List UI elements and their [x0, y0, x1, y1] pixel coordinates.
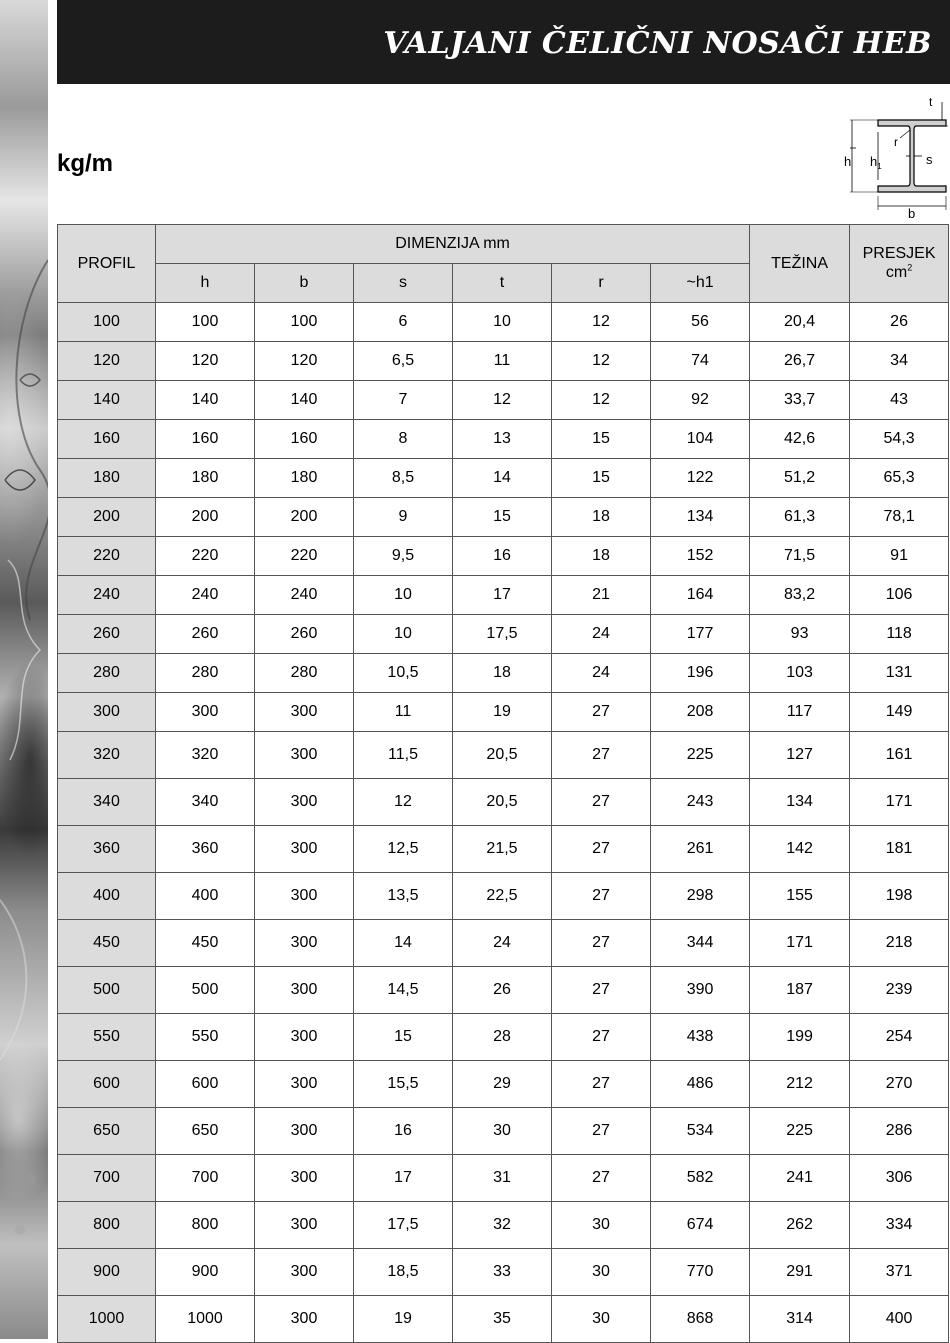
table-cell: 56: [651, 303, 750, 342]
heb-profile-diagram: [842, 92, 950, 220]
profil-cell: 600: [58, 1061, 156, 1108]
table-cell: 6,5: [354, 342, 453, 381]
table-cell: 30: [453, 1108, 552, 1155]
table-cell: 10: [354, 615, 453, 654]
table-row: [58, 654, 949, 693]
table-cell: 11: [453, 342, 552, 381]
table-cell: 8: [354, 420, 453, 459]
table-cell: 371: [850, 1249, 949, 1296]
table-cell: 16: [354, 1108, 453, 1155]
table-cell: 550: [156, 1014, 255, 1061]
table-cell: 27: [552, 693, 651, 732]
subheader-5: ~h1: [651, 264, 750, 303]
table-cell: 240: [156, 576, 255, 615]
table-cell: 31: [453, 1155, 552, 1202]
table-cell: 260: [156, 615, 255, 654]
table-cell: 300: [255, 1202, 354, 1249]
table-cell: 180: [156, 459, 255, 498]
table-cell: 118: [850, 615, 949, 654]
table-cell: 27: [552, 873, 651, 920]
table-cell: 187: [750, 967, 850, 1014]
table-cell: 27: [552, 1108, 651, 1155]
table-cell: 18: [552, 498, 651, 537]
table-row: [58, 1108, 949, 1155]
profil-cell: 800: [58, 1202, 156, 1249]
table-cell: 400: [850, 1296, 949, 1343]
profil-cell: 180: [58, 459, 156, 498]
table-cell: 51,2: [750, 459, 850, 498]
table-cell: 21: [552, 576, 651, 615]
table-row: [58, 693, 949, 732]
table-cell: 21,5: [453, 826, 552, 873]
table-row: [58, 420, 949, 459]
table-cell: 13,5: [354, 873, 453, 920]
table-cell: 6: [354, 303, 453, 342]
table-cell: 34: [850, 342, 949, 381]
table-cell: 254: [850, 1014, 949, 1061]
profil-cell: 550: [58, 1014, 156, 1061]
table-cell: 400: [156, 873, 255, 920]
profil-cell: 320: [58, 732, 156, 779]
header-presjek: [850, 225, 949, 303]
diagram-label-s: s: [926, 152, 933, 167]
table-cell: 17: [453, 576, 552, 615]
table-cell: 300: [255, 779, 354, 826]
table-row: [58, 303, 949, 342]
subheader-4: r: [552, 264, 651, 303]
table-cell: 28: [453, 1014, 552, 1061]
table-row: [58, 732, 949, 779]
diagram-label-b: b: [908, 206, 916, 220]
table-cell: 78,1: [850, 498, 949, 537]
table-cell: 18: [453, 654, 552, 693]
table-cell: 198: [850, 873, 949, 920]
diagram-label-t: t: [929, 95, 933, 109]
table-cell: 120: [156, 342, 255, 381]
heb-dimensions-table: [57, 224, 949, 1343]
table-cell: 12: [552, 342, 651, 381]
profil-cell: 240: [58, 576, 156, 615]
table-cell: 300: [255, 967, 354, 1014]
table-row: [58, 381, 949, 420]
table-cell: 344: [651, 920, 750, 967]
table-cell: 26,7: [750, 342, 850, 381]
table-cell: 65,3: [850, 459, 949, 498]
table-cell: 534: [651, 1108, 750, 1155]
table-cell: 334: [850, 1202, 949, 1249]
subheader-3: t: [453, 264, 552, 303]
table-cell: 29: [453, 1061, 552, 1108]
table-cell: 300: [255, 1155, 354, 1202]
profil-cell: 1000: [58, 1296, 156, 1343]
table-cell: 91: [850, 537, 949, 576]
table-cell: 650: [156, 1108, 255, 1155]
table-cell: 9: [354, 498, 453, 537]
table-cell: 17,5: [354, 1202, 453, 1249]
table-cell: 280: [156, 654, 255, 693]
profil-cell: 340: [58, 779, 156, 826]
table-cell: 122: [651, 459, 750, 498]
table-cell: 200: [255, 498, 354, 537]
table-row: [58, 1061, 949, 1108]
table-row: [58, 537, 949, 576]
table-cell: 500: [156, 967, 255, 1014]
table-cell: 10: [354, 576, 453, 615]
table-cell: 300: [255, 873, 354, 920]
table-cell: 15: [552, 459, 651, 498]
table-cell: 225: [750, 1108, 850, 1155]
table-cell: 43: [850, 381, 949, 420]
diagram-label-h1: $h_1$: [870, 154, 882, 171]
table-cell: 26: [850, 303, 949, 342]
table-row: [58, 1296, 949, 1343]
table-cell: 340: [156, 779, 255, 826]
table-row: [58, 779, 949, 826]
table-cell: 140: [156, 381, 255, 420]
table-cell: 10: [453, 303, 552, 342]
table-cell: 320: [156, 732, 255, 779]
table-cell: 127: [750, 732, 850, 779]
table-cell: 71,5: [750, 537, 850, 576]
table-cell: 291: [750, 1249, 850, 1296]
profil-cell: 260: [58, 615, 156, 654]
header-dimenzija: DIMENZIJA mm: [156, 225, 750, 264]
table-row: [58, 1249, 949, 1296]
table-cell: 239: [850, 967, 949, 1014]
table-row: [58, 342, 949, 381]
table-cell: 15: [453, 498, 552, 537]
table-cell: 177: [651, 615, 750, 654]
table-cell: 10,5: [354, 654, 453, 693]
table-cell: 582: [651, 1155, 750, 1202]
table-cell: 18,5: [354, 1249, 453, 1296]
table-cell: 100: [255, 303, 354, 342]
table-row: [58, 1155, 949, 1202]
table-cell: 131: [850, 654, 949, 693]
table-cell: 286: [850, 1108, 949, 1155]
table-row: [58, 873, 949, 920]
table-cell: 300: [255, 1014, 354, 1061]
table-cell: 54,3: [850, 420, 949, 459]
header-tezina: TEŽINA: [750, 225, 850, 303]
table-cell: 300: [255, 1108, 354, 1155]
table-cell: 93: [750, 615, 850, 654]
table-cell: 314: [750, 1296, 850, 1343]
table-cell: 300: [255, 1249, 354, 1296]
table-cell: 208: [651, 693, 750, 732]
table-cell: 20,4: [750, 303, 850, 342]
table-cell: 300: [255, 1061, 354, 1108]
table-cell: 11,5: [354, 732, 453, 779]
table-cell: 280: [255, 654, 354, 693]
profil-cell: 200: [58, 498, 156, 537]
table-cell: 171: [750, 920, 850, 967]
table-cell: 27: [552, 1014, 651, 1061]
profil-cell: 220: [58, 537, 156, 576]
table-cell: 20,5: [453, 779, 552, 826]
diagram-label-r: r: [894, 135, 898, 149]
table-cell: 12,5: [354, 826, 453, 873]
table-cell: 155: [750, 873, 850, 920]
table-cell: 30: [552, 1249, 651, 1296]
table-cell: 74: [651, 342, 750, 381]
table-cell: 7: [354, 381, 453, 420]
table-cell: 241: [750, 1155, 850, 1202]
table-cell: 199: [750, 1014, 850, 1061]
table-cell: 486: [651, 1061, 750, 1108]
table-cell: 15: [354, 1014, 453, 1061]
table-cell: 12: [552, 303, 651, 342]
table-cell: 17,5: [453, 615, 552, 654]
table-cell: 12: [354, 779, 453, 826]
table-cell: 674: [651, 1202, 750, 1249]
profil-cell: 400: [58, 873, 156, 920]
table-cell: 19: [453, 693, 552, 732]
header-bar: [57, 0, 950, 84]
profil-cell: 900: [58, 1249, 156, 1296]
table-cell: 298: [651, 873, 750, 920]
table-cell: 27: [552, 1061, 651, 1108]
table-cell: 161: [850, 732, 949, 779]
table-cell: 24: [552, 615, 651, 654]
table-cell: 243: [651, 779, 750, 826]
table-cell: 32: [453, 1202, 552, 1249]
table-cell: 152: [651, 537, 750, 576]
table-cell: 149: [850, 693, 949, 732]
table-cell: 12: [453, 381, 552, 420]
table-cell: 142: [750, 826, 850, 873]
table-cell: 14: [453, 459, 552, 498]
table-row: [58, 576, 949, 615]
table-cell: 9,5: [354, 537, 453, 576]
table-cell: 120: [255, 342, 354, 381]
table-cell: 103: [750, 654, 850, 693]
table-cell: 1000: [156, 1296, 255, 1343]
table-row: [58, 920, 949, 967]
table-cell: 24: [552, 654, 651, 693]
header-presjek-label: PRESJEK: [862, 244, 936, 262]
table-cell: 18: [552, 537, 651, 576]
table-cell: 262: [750, 1202, 850, 1249]
table-cell: 83,2: [750, 576, 850, 615]
table-cell: 14,5: [354, 967, 453, 1014]
table-cell: 450: [156, 920, 255, 967]
table-cell: 140: [255, 381, 354, 420]
table-cell: 17: [354, 1155, 453, 1202]
table-cell: 16: [453, 537, 552, 576]
table-cell: 220: [156, 537, 255, 576]
table-cell: 160: [156, 420, 255, 459]
table-cell: 700: [156, 1155, 255, 1202]
table-cell: 27: [552, 826, 651, 873]
table-cell: 164: [651, 576, 750, 615]
table-cell: 300: [156, 693, 255, 732]
table-row: [58, 615, 949, 654]
table-cell: 800: [156, 1202, 255, 1249]
table-cell: 92: [651, 381, 750, 420]
table-cell: 600: [156, 1061, 255, 1108]
diagram-label-h: h: [844, 154, 852, 169]
table-cell: 200: [156, 498, 255, 537]
table-cell: 35: [453, 1296, 552, 1343]
table-cell: 181: [850, 826, 949, 873]
table-cell: 196: [651, 654, 750, 693]
table-cell: 390: [651, 967, 750, 1014]
i-beam-shape: [878, 120, 946, 192]
header-profil: PROFIL: [58, 225, 156, 303]
table-cell: 33,7: [750, 381, 850, 420]
table-cell: 13: [453, 420, 552, 459]
profil-cell: 650: [58, 1108, 156, 1155]
profil-cell: 120: [58, 342, 156, 381]
table-cell: 900: [156, 1249, 255, 1296]
table-cell: 14: [354, 920, 453, 967]
table-cell: 260: [255, 615, 354, 654]
table-cell: 770: [651, 1249, 750, 1296]
table-row: [58, 459, 949, 498]
table-cell: 27: [552, 732, 651, 779]
table-cell: 300: [255, 732, 354, 779]
table-cell: 225: [651, 732, 750, 779]
table-cell: 27: [552, 779, 651, 826]
table-row: [58, 498, 949, 537]
table-cell: 27: [552, 1155, 651, 1202]
profil-cell: 160: [58, 420, 156, 459]
table-cell: 33: [453, 1249, 552, 1296]
table-cell: 15: [552, 420, 651, 459]
table-cell: 220: [255, 537, 354, 576]
profil-cell: 300: [58, 693, 156, 732]
table-row: [58, 826, 949, 873]
table-row: [58, 1014, 949, 1061]
table-cell: 61,3: [750, 498, 850, 537]
table-cell: 27: [552, 920, 651, 967]
table-cell: 270: [850, 1061, 949, 1108]
table-cell: 261: [651, 826, 750, 873]
header-presjek-unit: $cm^2$: [885, 262, 913, 282]
table-row: [58, 1202, 949, 1249]
table-cell: 180: [255, 459, 354, 498]
table-cell: 117: [750, 693, 850, 732]
table-cell: 22,5: [453, 873, 552, 920]
table-cell: 306: [850, 1155, 949, 1202]
table-cell: 160: [255, 420, 354, 459]
table-cell: 20,5: [453, 732, 552, 779]
profil-cell: 500: [58, 967, 156, 1014]
unit-label: kg/m: [57, 150, 114, 177]
table-cell: 100: [156, 303, 255, 342]
table-cell: 8,5: [354, 459, 453, 498]
table-cell: 30: [552, 1296, 651, 1343]
table-cell: 438: [651, 1014, 750, 1061]
ornament-pattern-graphic: [0, 0, 48, 1339]
subheader-0: h: [156, 264, 255, 303]
table-cell: 15,5: [354, 1061, 453, 1108]
decorative-side-image: [0, 0, 48, 1339]
table-cell: 171: [850, 779, 949, 826]
table-cell: 240: [255, 576, 354, 615]
table-cell: 212: [750, 1061, 850, 1108]
table-cell: 106: [850, 576, 949, 615]
table-cell: 360: [156, 826, 255, 873]
profil-cell: 360: [58, 826, 156, 873]
page-title: VALJANI ČELIČNI NOSAČI HEB: [383, 26, 932, 61]
table-row: [58, 967, 949, 1014]
table-cell: 42,6: [750, 420, 850, 459]
profil-cell: 280: [58, 654, 156, 693]
table-cell: 27: [552, 967, 651, 1014]
profil-cell: 450: [58, 920, 156, 967]
profil-cell: 700: [58, 1155, 156, 1202]
table-cell: 300: [255, 693, 354, 732]
table-cell: 19: [354, 1296, 453, 1343]
profil-cell: 140: [58, 381, 156, 420]
table-cell: 218: [850, 920, 949, 967]
table-cell: 134: [651, 498, 750, 537]
table-cell: 30: [552, 1202, 651, 1249]
profil-cell: 100: [58, 303, 156, 342]
table-cell: 26: [453, 967, 552, 1014]
subheader-1: b: [255, 264, 354, 303]
table-cell: 868: [651, 1296, 750, 1343]
table-cell: 11: [354, 693, 453, 732]
table-cell: 24: [453, 920, 552, 967]
table-cell: 12: [552, 381, 651, 420]
table-cell: 300: [255, 826, 354, 873]
subheader-2: s: [354, 264, 453, 303]
table-cell: 134: [750, 779, 850, 826]
table-cell: 104: [651, 420, 750, 459]
table-cell: 300: [255, 1296, 354, 1343]
table-cell: 300: [255, 920, 354, 967]
